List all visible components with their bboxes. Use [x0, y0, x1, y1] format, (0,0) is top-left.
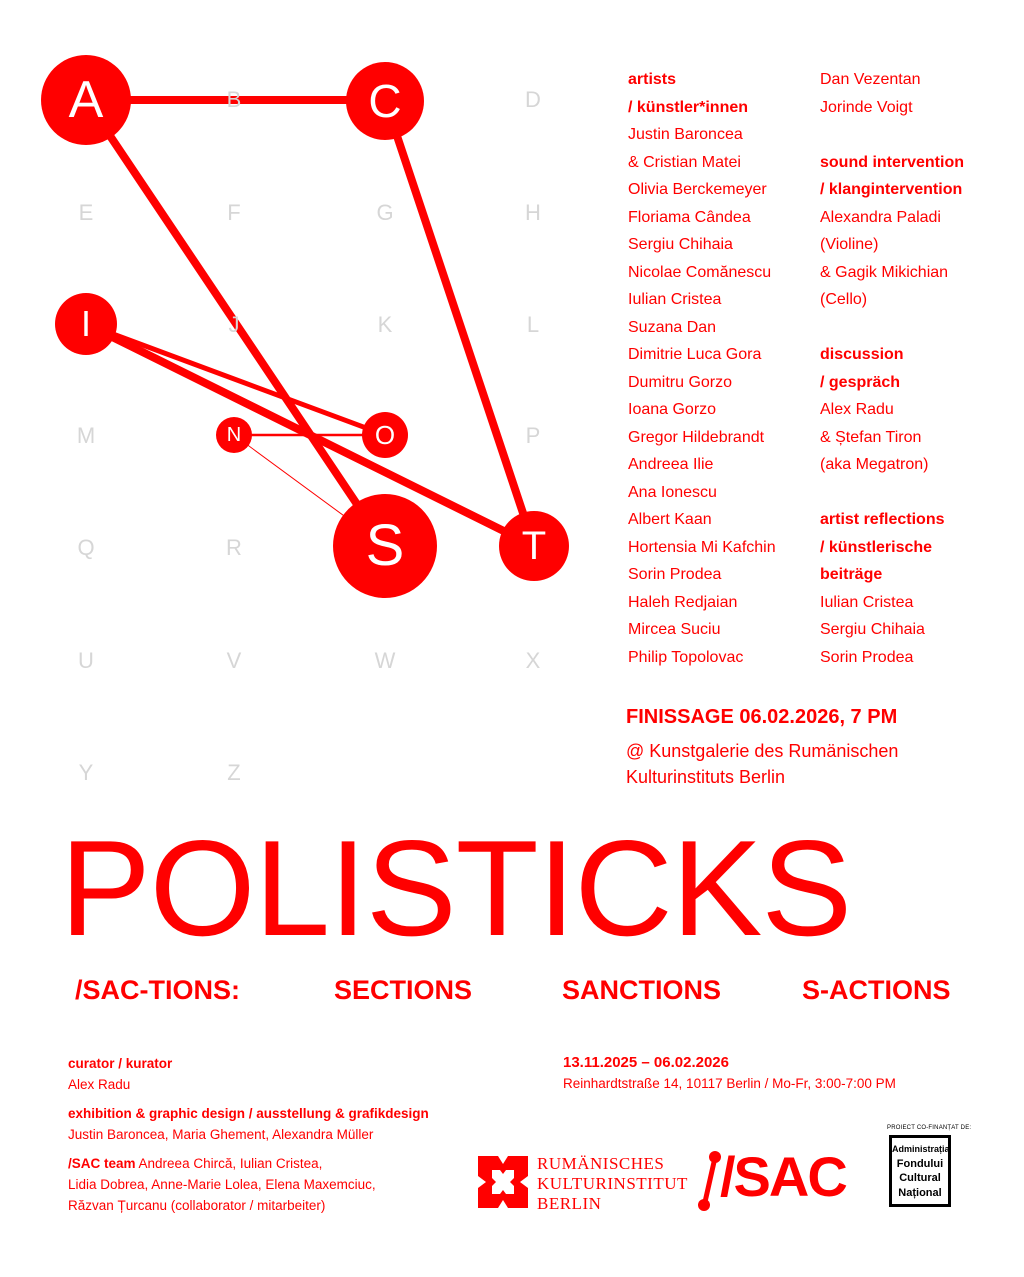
artist-name: Haleh Redjaian [628, 593, 738, 611]
team-line-2: Lidia Dobrea, Anne-Marie Lolea, Elena Maxemciuc, [68, 1177, 376, 1192]
artist-name: Justin Baroncea [628, 126, 743, 143]
sac-logo-slash-icon [698, 1150, 722, 1212]
reflections-heading-de: / künstlerische [820, 538, 933, 556]
team-names-1: Andreea Chircă, Iulian Cristea, [135, 1156, 323, 1171]
artist-name: Dumitru Gorzo [628, 373, 733, 391]
grid-letter-v: V [226, 648, 242, 673]
discussion-heading: discussion [820, 346, 904, 363]
artist-name: Dimitrie Luca Gora [628, 346, 762, 363]
artist-name: Olivia Berckemeyer [628, 181, 767, 198]
sound-heading-de: / klangintervention [820, 181, 963, 198]
artist-name: Mircea Suciu [628, 621, 721, 638]
sound-credit: & Gagik Mikichian [820, 263, 949, 281]
finissage-date: FINISSAGE 06.02.2026, 7 PM [626, 706, 898, 728]
artist-name: Floriama Cândea [628, 208, 751, 226]
artists-heading: artists [628, 71, 677, 88]
curator-name: Alex Radu [68, 1077, 131, 1092]
exhibition-title: POLISTICKS [60, 812, 852, 964]
reflections-heading-de-2: beiträge [820, 566, 883, 583]
team-line-3: Răzvan Țurcanu (collaborator / mitarbeiter) [68, 1198, 326, 1213]
venue-line-2: Kulturinstituts Berlin [626, 767, 786, 787]
node-o: O [362, 412, 408, 458]
artist-name: Iulian Cristea [628, 291, 722, 308]
grid-letter-h: H [525, 200, 541, 225]
rki-line-3: BERLIN [537, 1194, 602, 1213]
afcn-line-4: Național [898, 1186, 942, 1199]
artist-name: Suzana Dan [628, 318, 717, 336]
afcn-caption: PROIECT CO-FINANȚAT DE: [887, 1125, 972, 1131]
grid-letter-r: R [226, 535, 242, 560]
artist-name: Ana Ionescu [628, 483, 717, 501]
venue-line-1: @ Kunstgalerie des Rumänischen [626, 741, 899, 761]
rki-line-2: KULTURINSTITUT [537, 1174, 688, 1193]
artist-name: Andreea Ilie [628, 456, 714, 473]
afcn-line-3: Cultural [899, 1172, 941, 1184]
artist-name: Sorin Prodea [628, 566, 722, 583]
sound-credit: (Violine) [820, 236, 879, 253]
exhibition-address: Reinhardtstraße 14, 10117 Berlin / Mo-Fr, 3:00-7:00 PM [563, 1076, 896, 1091]
discussion-credit: Alex Radu [820, 401, 894, 418]
artists-heading-de: / künstler*innen [628, 98, 749, 116]
discussion-heading-de: / gespräch [820, 373, 901, 391]
afcn-line-2: Fondului [896, 1157, 944, 1170]
credits-column-2 [820, 66, 964, 671]
grid-letter-k: K [377, 312, 393, 337]
node-t: T [499, 511, 569, 581]
grid-letter-g: G [376, 200, 394, 225]
exhibition-dates: 13.11.2025 – 06.02.2026 [563, 1054, 729, 1071]
team-label: /SAC team [68, 1156, 136, 1171]
reflections-heading: artist reflections [820, 511, 945, 528]
subtitle-sections: SECTIONS [334, 975, 473, 1005]
grid-letter-z: Z [227, 760, 241, 785]
node-s: S [333, 494, 437, 598]
grid-letter-e: E [78, 200, 94, 225]
rki-emblem-icon [478, 1156, 528, 1208]
sac-logo [720, 1145, 846, 1208]
artist-name: Gregor Hildebrandt [628, 428, 765, 446]
grid-letter-x: X [525, 648, 541, 673]
artist-name: Philip Topolovac [628, 648, 744, 666]
reflections-credit: Iulian Cristea [820, 593, 914, 611]
grid-letter-j: J [228, 312, 240, 337]
sound-heading: sound intervention [820, 153, 964, 171]
venue [626, 738, 898, 790]
design-label: exhibition & graphic design / ausstellung & grafikdesign [68, 1106, 429, 1121]
subtitle-s-actions: S-ACTIONS [802, 975, 951, 1005]
artist-name: Ioana Gorzo [628, 401, 717, 418]
node-a: A [41, 55, 131, 145]
grid-letter-p: P [525, 423, 541, 448]
design-names: Justin Baroncea, Maria Ghement, Alexandra Müller [68, 1127, 374, 1142]
artist-name: Sergiu Chihaia [628, 236, 733, 253]
grid-letter-m: M [76, 423, 96, 448]
subtitle-sac-tions: /SAC-TIONS: [75, 975, 240, 1005]
grid-letter-u: U [78, 648, 94, 673]
grid-letter-q: Q [77, 535, 95, 560]
afcn-logo [889, 1135, 951, 1207]
grid-letter-f: F [227, 200, 241, 225]
subtitle-sanctions: SANCTIONS [562, 975, 722, 1005]
artist-name: Nicolae Comănescu [628, 263, 772, 281]
artist-name: Dan Vezentan [820, 71, 921, 88]
reflections-credit: Sergiu Chihaia [820, 621, 925, 638]
artist-name: & Cristian Matei [628, 153, 741, 171]
grid-letter-y: Y [78, 760, 94, 785]
discussion-credit: & Ștefan Tiron [820, 428, 922, 446]
team-line-1 [68, 1153, 322, 1174]
node-i: I [55, 293, 117, 355]
grid-letter-l: L [526, 312, 540, 337]
artist-name: Jorinde Voigt [820, 98, 913, 116]
node-n: N [216, 417, 252, 453]
credits-column-1 [628, 66, 776, 671]
node-c: C [346, 62, 424, 140]
rki-logo-text [537, 1154, 688, 1214]
grid-letter-w: W [374, 648, 396, 673]
discussion-credit: (aka Megatron) [820, 456, 929, 473]
grid-letter-b: B [226, 87, 242, 112]
grid-letter-d: D [525, 87, 541, 112]
rki-line-1: RUMÄNISCHES [537, 1154, 665, 1173]
artist-name: Albert Kaan [628, 511, 712, 528]
artist-name: Hortensia Mi Kafchin [628, 538, 776, 556]
sound-credit: (Cello) [820, 291, 868, 308]
afcn-line-1: Administrația [892, 1144, 950, 1154]
sac-logo-text: /SAC [720, 1145, 846, 1208]
reflections-credit: Sorin Prodea [820, 648, 914, 666]
sound-credit: Alexandra Paladi [820, 208, 941, 226]
curator-label: curator / kurator [68, 1056, 173, 1071]
